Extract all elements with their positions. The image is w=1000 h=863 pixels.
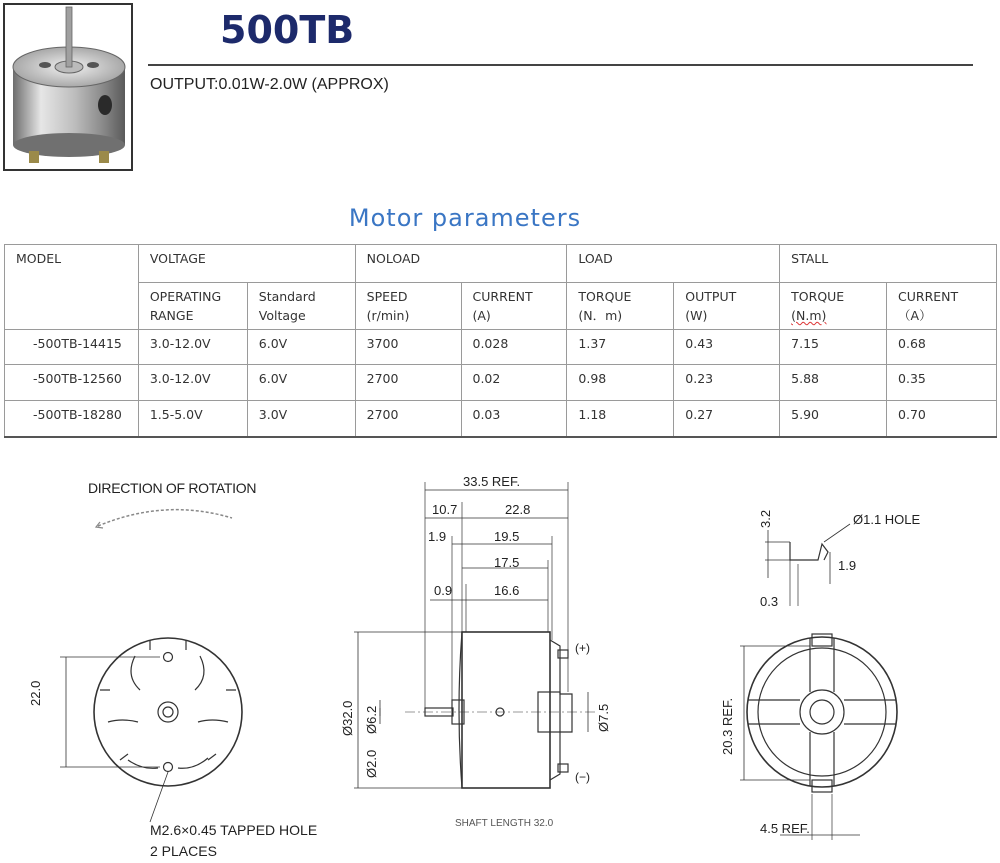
rear-spoke xyxy=(810,732,834,786)
sub-header-line: Voltage xyxy=(258,308,306,323)
rear-spoke xyxy=(748,700,800,724)
shaft-length-label: SHAFT LENGTH 32.0 xyxy=(455,818,554,829)
cell-speed: 2700 xyxy=(355,365,461,401)
table-row xyxy=(5,365,997,401)
group-header-row xyxy=(5,245,997,283)
rear-bearing xyxy=(810,700,834,724)
cell-operating-range: 3.0-12.0V xyxy=(138,330,247,365)
tapped-hole-label: M2.6×0.45 TAPPED HOLE xyxy=(150,822,318,838)
cell-noload-current: 0.02 xyxy=(461,365,567,401)
rear-inner-ring xyxy=(758,648,886,776)
dim-rear-1-9: 1.9 xyxy=(838,558,857,573)
cell-speed: 2700 xyxy=(355,401,461,438)
sub-header-stall-torque xyxy=(780,283,887,330)
cell-noload-current: 0.03 xyxy=(461,401,567,438)
terminal-tab xyxy=(812,634,832,646)
cell-model: -500TB-18280 xyxy=(5,401,139,438)
rotation-arc-icon xyxy=(98,510,232,526)
sub-header-operating-range xyxy=(138,283,247,330)
table-row xyxy=(5,330,997,365)
title-divider xyxy=(148,64,973,66)
dim-10-7: 10.7 xyxy=(432,502,458,517)
dim-4-5: 4.5 REF. xyxy=(760,821,810,836)
sub-header-standard-voltage xyxy=(247,283,355,330)
cell-stall-torque: 7.15 xyxy=(780,330,887,365)
front-vent xyxy=(108,720,138,722)
cell-noload-current: 0.028 xyxy=(461,330,567,365)
cell-stall-torque: 5.90 xyxy=(780,401,887,438)
table-row xyxy=(5,401,997,438)
front-view xyxy=(60,510,242,822)
motor-photo-illustration xyxy=(5,5,131,169)
cell-stall-current: 0.35 xyxy=(887,365,997,401)
sub-header-line: CURRENT xyxy=(472,289,533,304)
product-title: 500TB xyxy=(220,8,355,52)
motor-photo xyxy=(3,3,133,171)
header-stall: STALL xyxy=(780,245,997,283)
sub-header-row xyxy=(5,283,997,330)
cell-standard-voltage: 6.0V xyxy=(247,365,355,401)
dim-dia-32: Ø32.0 xyxy=(340,700,355,736)
front-dim-22: 22.0 xyxy=(28,680,43,706)
technical-drawing xyxy=(0,460,1000,863)
sub-header-line: TORQUE xyxy=(791,289,845,304)
sub-header-output xyxy=(674,283,780,330)
front-shaft xyxy=(163,707,173,717)
front-notch xyxy=(120,754,216,760)
rear-boss xyxy=(800,690,844,734)
dim-hole: Ø1.1 HOLE xyxy=(853,512,921,527)
cell-load-torque: 0.98 xyxy=(567,365,674,401)
side-back-cap xyxy=(550,640,572,780)
sub-header-line: OPERATING xyxy=(149,289,222,304)
sub-header-line: Standard xyxy=(258,289,316,304)
dim-20-3: 20.3 REF. xyxy=(720,697,735,755)
cell-stall-current: 0.70 xyxy=(887,401,997,438)
dim-0-9: 0.9 xyxy=(434,583,453,598)
dim-22-8: 22.8 xyxy=(505,502,531,517)
dim-dia-2: Ø2.0 xyxy=(364,749,379,778)
table-heading: Motor parameters xyxy=(348,204,582,232)
leader-line xyxy=(150,772,168,822)
cell-standard-voltage: 3.0V xyxy=(247,401,355,438)
dim-17-5: 17.5 xyxy=(494,555,520,570)
side-view xyxy=(354,482,595,788)
front-shaft-boss xyxy=(158,702,178,722)
sub-header-speed xyxy=(355,283,461,330)
cell-speed: 3700 xyxy=(355,330,461,365)
cell-output: 0.23 xyxy=(674,365,780,401)
sub-header-stall-current xyxy=(887,283,997,330)
rear-body-outline xyxy=(747,637,897,787)
front-vent xyxy=(131,656,140,690)
sub-header-line: (N.m) xyxy=(791,308,827,323)
header-model: MODEL xyxy=(5,245,139,330)
cell-load-torque: 1.37 xyxy=(567,330,674,365)
cell-operating-range: 1.5-5.0V xyxy=(138,401,247,438)
sub-header-line: SPEED xyxy=(366,289,408,304)
cell-model: -500TB-14415 xyxy=(5,330,139,365)
cell-load-torque: 1.18 xyxy=(567,401,674,438)
dim-19-5: 19.5 xyxy=(494,529,520,544)
dim-16-6: 16.6 xyxy=(494,583,520,598)
dim-overall: 33.5 REF. xyxy=(463,474,521,489)
tapped-hole xyxy=(164,763,173,772)
dim-0-3: 0.3 xyxy=(760,594,779,609)
cell-model: -500TB-12560 xyxy=(5,365,139,401)
front-vent xyxy=(195,656,204,690)
front-notch xyxy=(150,640,186,650)
rear-view xyxy=(740,524,897,840)
rear-spoke xyxy=(844,700,896,724)
dim-dia-7-5: Ø7.5 xyxy=(596,703,611,732)
sub-header-line: OUTPUT xyxy=(685,289,737,304)
front-body-outline xyxy=(94,638,242,786)
sub-header-line: (W) xyxy=(685,308,708,323)
output-spec: OUTPUT:0.01W-2.0W (APPROX) xyxy=(150,76,389,93)
leader-line xyxy=(824,524,850,542)
header-voltage: VOLTAGE xyxy=(138,245,355,283)
sub-header-line: TORQUE xyxy=(578,289,632,304)
terminal-minus-label: (−) xyxy=(575,770,590,784)
front-vent xyxy=(178,758,208,768)
cell-stall-torque: 5.88 xyxy=(780,365,887,401)
dim-3-2: 3.2 xyxy=(758,509,773,528)
tapped-hole-places: 2 PLACES xyxy=(150,843,217,859)
sub-header-load-torque xyxy=(567,283,674,330)
sub-header-line: (r/min) xyxy=(366,308,410,323)
dim-dia-6-2: Ø6.2 xyxy=(364,705,379,734)
cell-standard-voltage: 6.0V xyxy=(247,330,355,365)
cell-stall-current: 0.68 xyxy=(887,330,997,365)
rotation-label: DIRECTION OF ROTATION xyxy=(88,480,257,496)
header-noload: NOLOAD xyxy=(355,245,567,283)
side-body-outline xyxy=(462,632,550,788)
terminal-detail xyxy=(790,542,828,560)
front-vent xyxy=(198,720,228,722)
sub-header-noload-current xyxy=(461,283,567,330)
cell-output: 0.27 xyxy=(674,401,780,438)
tapped-hole xyxy=(164,653,173,662)
sub-header-line: (N．m) xyxy=(578,308,623,323)
sub-header-line: (A) xyxy=(472,308,491,323)
cell-output: 0.43 xyxy=(674,330,780,365)
motor-parameters-table xyxy=(4,244,997,438)
header-load: LOAD xyxy=(567,245,780,283)
cell-operating-range: 3.0-12.0V xyxy=(138,365,247,401)
dim-1-9: 1.9 xyxy=(428,529,447,544)
sub-header-line: RANGE xyxy=(149,308,194,323)
sub-header-line: （A） xyxy=(898,308,932,323)
sub-header-line: CURRENT xyxy=(898,289,959,304)
terminal-plus-label: (+) xyxy=(575,641,590,655)
